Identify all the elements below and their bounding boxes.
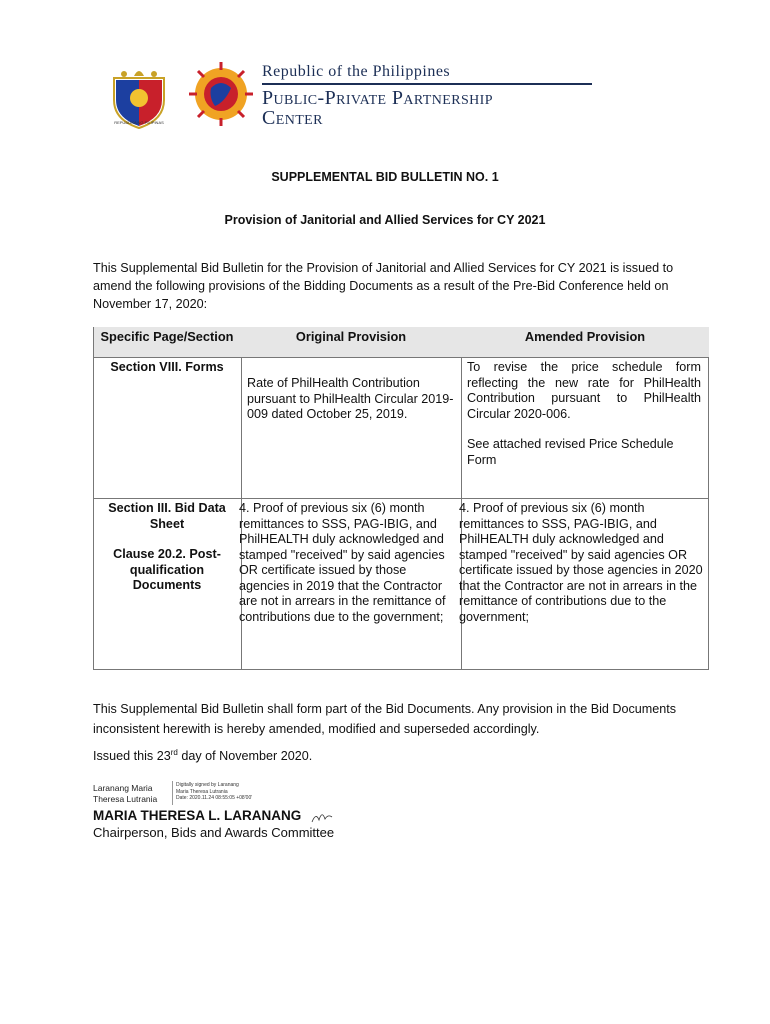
issued-prefix: Issued this 23 — [93, 749, 171, 764]
row2-amended: 4. Proof of previous six (6) month remittances to SSS, PAG-IBIG, and PhilHEALTH duly acknowledged and stamped "received" by said agencies OR certificate issued by those agencies in 2020 that the Contractor are not in arrears in the remittance of contributions due to the government; — [459, 501, 703, 624]
signatory-role: Chairperson, Bids and Awards Committee — [93, 825, 335, 840]
ppp-center-logo — [185, 62, 257, 126]
org-name-line1: Public-Private Partnership — [262, 86, 493, 109]
table-border-right — [708, 357, 709, 670]
amendments-table — [93, 327, 709, 670]
header-amended: Amended Provision — [524, 329, 646, 344]
sig-name-line1: Laranang Maria — [93, 783, 153, 793]
sig-name-line2: Theresa Lutrania — [93, 794, 158, 804]
seal-caption: REPUBLIKA NG PILIPINAS — [114, 120, 164, 125]
issued-date — [93, 748, 312, 763]
document-subtitle: Provision of Janitorial and Allied Services for CY 2021 — [224, 213, 546, 227]
sig-details-line1: Digitally signed by Laranang — [176, 782, 239, 788]
header-original: Original Provision — [295, 329, 407, 344]
organization-header — [262, 63, 592, 128]
row1-amended-note: See attached revised Price Schedule Form — [467, 437, 674, 467]
handwritten-initial-signature — [310, 808, 334, 826]
signature-separator — [172, 781, 173, 805]
closing-paragraph: This Supplemental Bid Bulletin shall form part of the Bid Documents. Any provision in the Bid Documents inconsistent herewith is hereby amended, modified and superseded accordingly. — [93, 702, 677, 736]
digital-signature-details — [176, 782, 252, 802]
org-name-line2: Center — [262, 106, 323, 129]
intro-paragraph: This Supplemental Bid Bulletin for the Provision of Janitorial and Allied Services for CY 2021 is issued to amend the following provisions of the Bidding Documents as a result of the Pre-Bid Conference held on November 17, 2020: — [93, 261, 674, 311]
row2-clause: Clause 20.2. Post-qualification Documents — [113, 547, 221, 592]
table-row-rule — [93, 498, 709, 499]
sig-details-line3: Date: 2020.11.24 08:55:05 +08'00' — [176, 795, 253, 801]
signatory-name: MARIA THERESA L. LARANANG — [93, 808, 302, 823]
org-country: Republic of the Philippines — [262, 63, 451, 80]
table-header-rule — [93, 357, 709, 358]
row1-section: Section VIII. Forms — [110, 360, 224, 374]
sig-details-line2: Maria Theresa Lutrania — [176, 788, 228, 795]
header-section: Specific Page/Section — [100, 329, 234, 344]
table-border-bottom — [93, 669, 709, 670]
issued-ordinal: rd — [170, 748, 178, 757]
row2-section: Section III. Bid Data Sheet — [108, 501, 226, 531]
digital-signature-name — [93, 783, 157, 805]
row2-original: 4. Proof of previous six (6) month remittances to SSS, PAG-IBIG, and PhilHEALTH duly acknowledged and stamped "received" by said agencies OR certificate issued by those agencies in 2019 that the Contractor are not in arrears in the remittance of contributions due to the government; — [239, 501, 446, 624]
org-divider — [262, 83, 592, 85]
document-title: SUPPLEMENTAL BID BULLETIN NO. 1 — [271, 170, 499, 184]
row1-amended: To revise the price schedule form reflecting the new rate for PhilHealth Contribution pursuant to PhilHealth Circular 2020-006. — [467, 360, 701, 421]
row1-original: Rate of PhilHealth Contribution pursuant to PhilHealth Circular 2019-009 dated October 25, 2019. — [247, 376, 454, 421]
issued-rest: day of November 2020. — [177, 749, 313, 764]
